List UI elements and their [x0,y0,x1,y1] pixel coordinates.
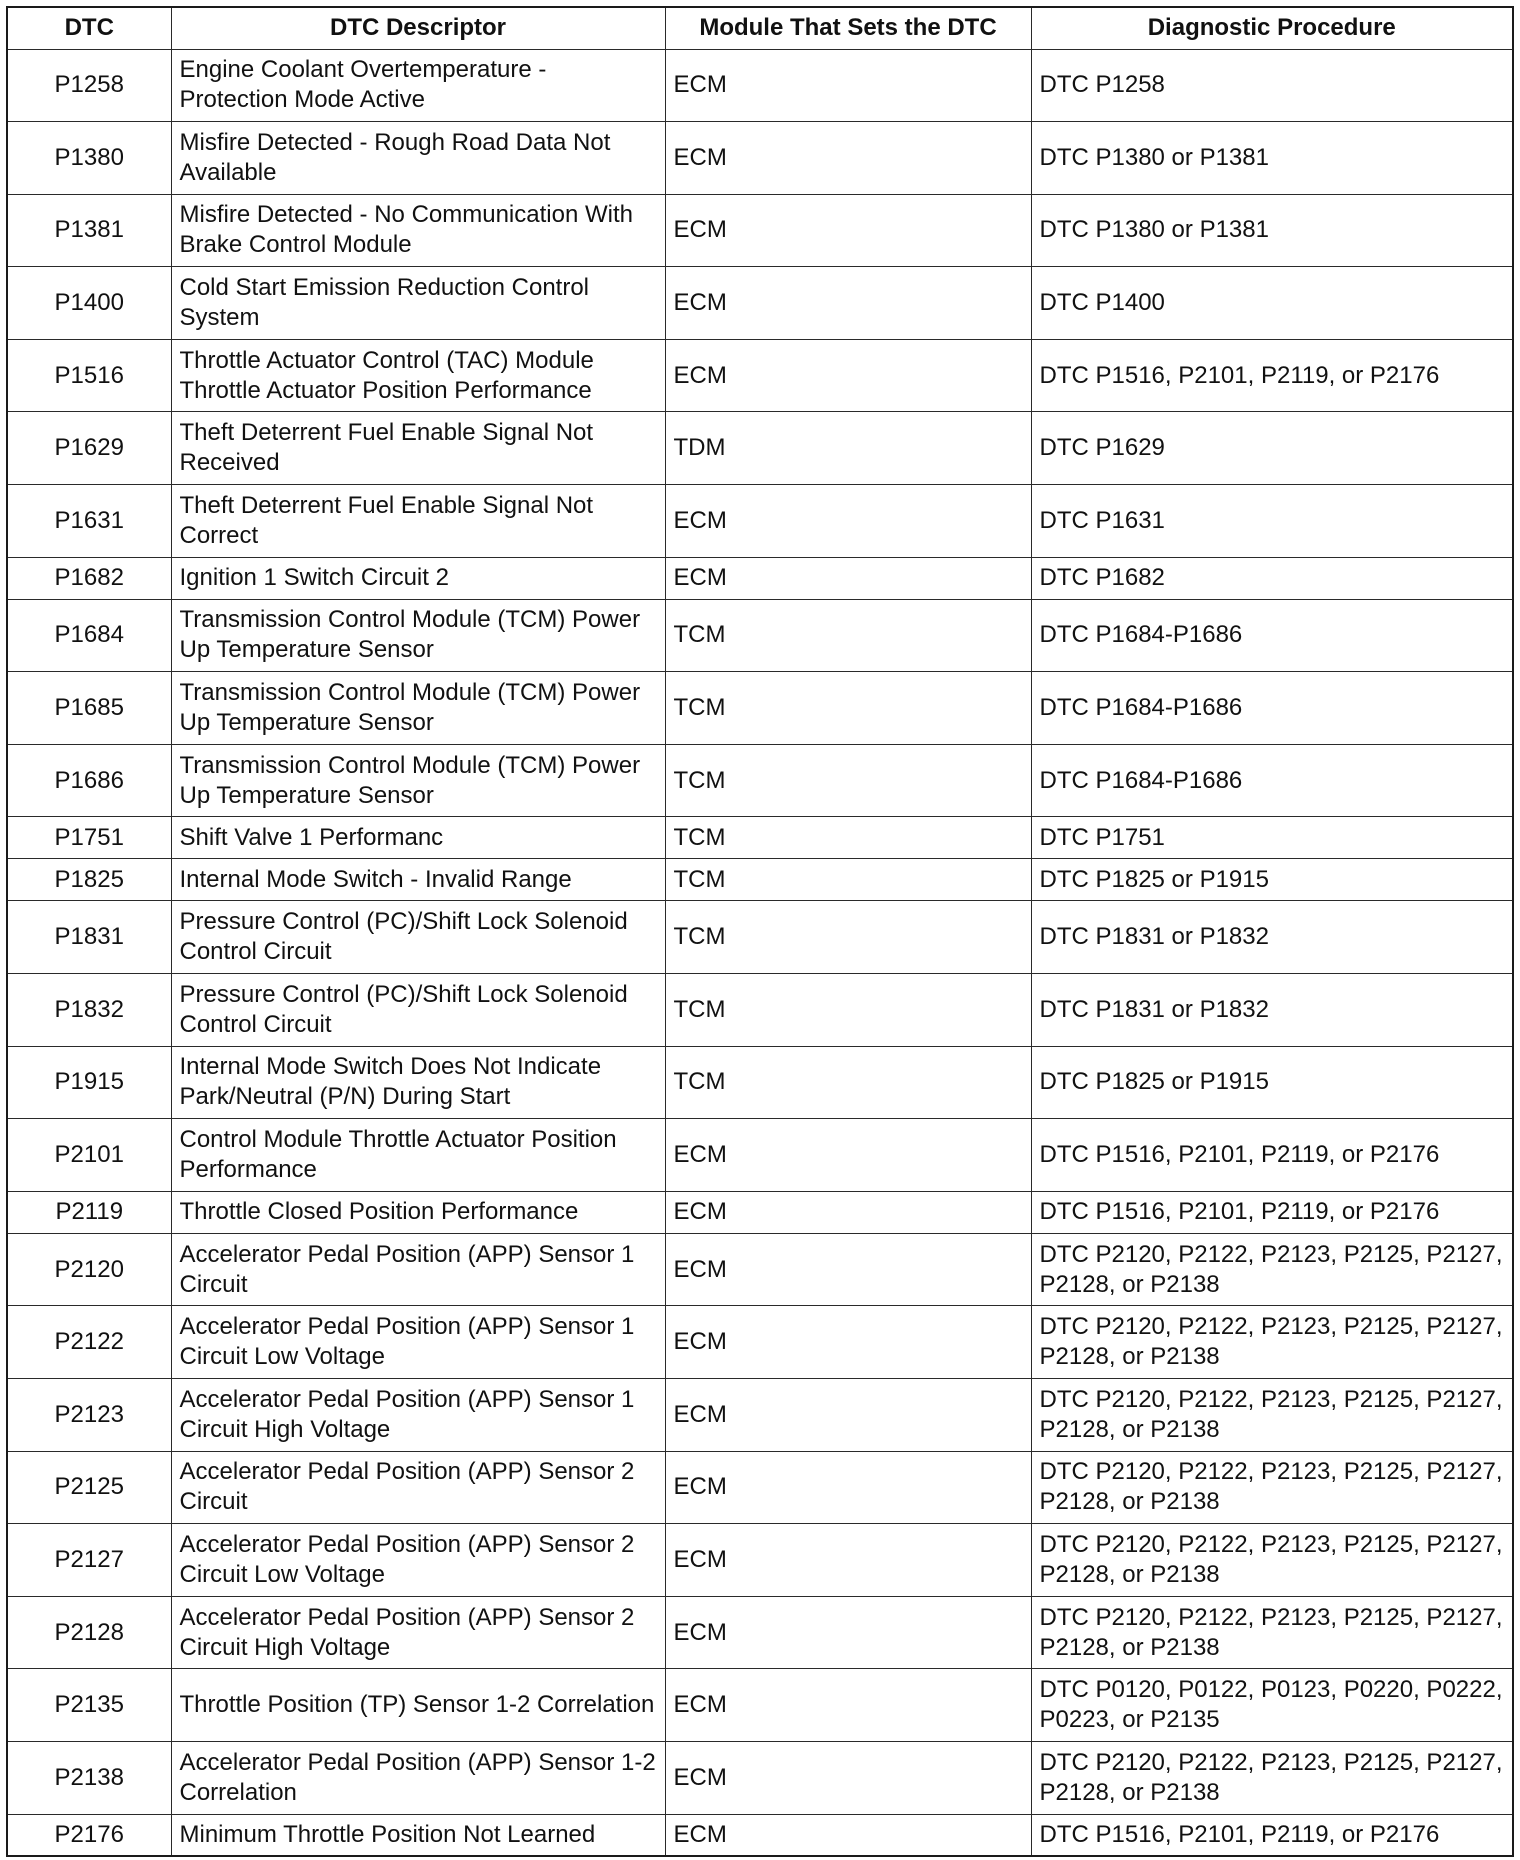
dtc-descriptor-cell: Cold Start Emission Reduction Control System [171,267,665,340]
diagnostic-procedure-cell: DTC P1516, P2101, P2119, or P2176 [1031,339,1513,412]
dtc-code-cell: P1258 [7,49,171,122]
table-row [7,339,1513,412]
dtc-code-cell: P2176 [7,1814,171,1856]
module-cell: ECM [665,1741,1031,1814]
dtc-code-cell: P2138 [7,1741,171,1814]
module-cell: ECM [665,1524,1031,1597]
module-cell: ECM [665,122,1031,195]
table-row [7,1596,1513,1669]
table-row [7,412,1513,485]
table-row [7,859,1513,901]
dtc-code-cell: P1629 [7,412,171,485]
dtc-descriptor-cell: Transmission Control Module (TCM) Power Up Temperature Sensor [171,599,665,672]
header-row [7,7,1513,49]
diagnostic-procedure-cell: DTC P1400 [1031,267,1513,340]
module-cell: ECM [665,1669,1031,1742]
diagnostic-procedure-cell: DTC P1831 or P1832 [1031,901,1513,974]
dtc-descriptor-cell: Shift Valve 1 Performanc [171,817,665,859]
dtc-descriptor-cell: Internal Mode Switch - Invalid Range [171,859,665,901]
dtc-descriptor-cell: Theft Deterrent Fuel Enable Signal Not Correct [171,485,665,558]
table-row [7,817,1513,859]
dtc-code-cell: P2122 [7,1306,171,1379]
module-cell: TCM [665,817,1031,859]
dtc-code-cell: P1685 [7,672,171,745]
module-cell: ECM [665,1191,1031,1233]
table-row [7,599,1513,672]
table-body [7,49,1513,1856]
dtc-descriptor-cell: Pressure Control (PC)/Shift Lock Solenoid Control Circuit [171,974,665,1047]
table-row [7,1524,1513,1597]
module-cell: ECM [665,1306,1031,1379]
dtc-descriptor-cell: Ignition 1 Switch Circuit 2 [171,557,665,599]
diagnostic-procedure-cell: DTC P2120, P2122, P2123, P2125, P2127, P2128, or P2138 [1031,1379,1513,1452]
dtc-descriptor-cell: Accelerator Pedal Position (APP) Sensor 2 Circuit High Voltage [171,1596,665,1669]
module-cell: ECM [665,1451,1031,1524]
module-cell: TCM [665,599,1031,672]
table-row [7,49,1513,122]
dtc-code-cell: P1381 [7,194,171,267]
table-row [7,1233,1513,1306]
dtc-code-cell: P1400 [7,267,171,340]
diagnostic-procedure-cell: DTC P2120, P2122, P2123, P2125, P2127, P2128, or P2138 [1031,1306,1513,1379]
table-row [7,672,1513,745]
dtc-descriptor-cell: Transmission Control Module (TCM) Power Up Temperature Sensor [171,744,665,817]
diagnostic-procedure-cell: DTC P2120, P2122, P2123, P2125, P2127, P2128, or P2138 [1031,1596,1513,1669]
header-dtc-descriptor: DTC Descriptor [171,7,665,49]
dtc-code-cell: P2120 [7,1233,171,1306]
diagnostic-procedure-cell: DTC P1516, P2101, P2119, or P2176 [1031,1119,1513,1192]
table-row [7,1119,1513,1192]
module-cell: TCM [665,974,1031,1047]
dtc-descriptor-cell: Accelerator Pedal Position (APP) Sensor 1 Circuit Low Voltage [171,1306,665,1379]
table-row [7,1191,1513,1233]
header-module: Module That Sets the DTC [665,7,1031,49]
table-row [7,1379,1513,1452]
dtc-descriptor-cell: Accelerator Pedal Position (APP) Sensor 2 Circuit [171,1451,665,1524]
module-cell: ECM [665,1379,1031,1452]
table-row [7,1046,1513,1119]
dtc-code-cell: P1631 [7,485,171,558]
diagnostic-procedure-cell: DTC P1682 [1031,557,1513,599]
table-row [7,1741,1513,1814]
dtc-descriptor-cell: Accelerator Pedal Position (APP) Sensor 1-2 Correlation [171,1741,665,1814]
table-row [7,557,1513,599]
dtc-code-cell: P1684 [7,599,171,672]
dtc-code-cell: P1380 [7,122,171,195]
dtc-descriptor-cell: Engine Coolant Overtemperature - Protection Mode Active [171,49,665,122]
dtc-code-cell: P2135 [7,1669,171,1742]
dtc-code-cell: P1825 [7,859,171,901]
header-diagnostic-procedure: Diagnostic Procedure [1031,7,1513,49]
dtc-code-cell: P1915 [7,1046,171,1119]
module-cell: TCM [665,901,1031,974]
diagnostic-procedure-cell: DTC P1380 or P1381 [1031,194,1513,267]
dtc-descriptor-cell: Theft Deterrent Fuel Enable Signal Not Received [171,412,665,485]
module-cell: ECM [665,49,1031,122]
dtc-table [6,6,1514,1857]
dtc-descriptor-cell: Pressure Control (PC)/Shift Lock Solenoid Control Circuit [171,901,665,974]
diagnostic-procedure-cell: DTC P1629 [1031,412,1513,485]
module-cell: ECM [665,267,1031,340]
dtc-code-cell: P1516 [7,339,171,412]
table-row [7,901,1513,974]
module-cell: ECM [665,194,1031,267]
dtc-descriptor-cell: Internal Mode Switch Does Not Indicate Park/Neutral (P/N) During Start [171,1046,665,1119]
module-cell: TCM [665,672,1031,745]
dtc-code-cell: P1751 [7,817,171,859]
dtc-code-cell: P2125 [7,1451,171,1524]
module-cell: ECM [665,339,1031,412]
dtc-code-cell: P2127 [7,1524,171,1597]
module-cell: TDM [665,412,1031,485]
diagnostic-procedure-cell: DTC P2120, P2122, P2123, P2125, P2127, P2128, or P2138 [1031,1524,1513,1597]
dtc-descriptor-cell: Accelerator Pedal Position (APP) Sensor 1 Circuit [171,1233,665,1306]
dtc-descriptor-cell: Control Module Throttle Actuator Position Performance [171,1119,665,1192]
module-cell: ECM [665,1233,1031,1306]
table-row [7,122,1513,195]
diagnostic-procedure-cell: DTC P2120, P2122, P2123, P2125, P2127, P2128, or P2138 [1031,1233,1513,1306]
module-cell: TCM [665,744,1031,817]
dtc-code-cell: P1686 [7,744,171,817]
diagnostic-procedure-cell: DTC P1825 or P1915 [1031,1046,1513,1119]
diagnostic-procedure-cell: DTC P2120, P2122, P2123, P2125, P2127, P2128, or P2138 [1031,1451,1513,1524]
diagnostic-procedure-cell: DTC P1684-P1686 [1031,672,1513,745]
dtc-code-cell: P2128 [7,1596,171,1669]
dtc-code-cell: P1831 [7,901,171,974]
table-row [7,974,1513,1047]
module-cell: ECM [665,1596,1031,1669]
table-row [7,1451,1513,1524]
module-cell: ECM [665,1814,1031,1856]
diagnostic-procedure-cell: DTC P1631 [1031,485,1513,558]
diagnostic-procedure-cell: DTC P1684-P1686 [1031,599,1513,672]
table-header [7,7,1513,49]
diagnostic-procedure-cell: DTC P1516, P2101, P2119, or P2176 [1031,1191,1513,1233]
dtc-descriptor-cell: Transmission Control Module (TCM) Power Up Temperature Sensor [171,672,665,745]
table-row [7,194,1513,267]
table-row [7,1306,1513,1379]
diagnostic-procedure-cell: DTC P1684-P1686 [1031,744,1513,817]
dtc-descriptor-cell: Accelerator Pedal Position (APP) Sensor 1 Circuit High Voltage [171,1379,665,1452]
dtc-code-cell: P1682 [7,557,171,599]
diagnostic-procedure-cell: DTC P1751 [1031,817,1513,859]
dtc-code-cell: P1832 [7,974,171,1047]
diagnostic-procedure-cell: DTC P1380 or P1381 [1031,122,1513,195]
table-row [7,485,1513,558]
table-row [7,267,1513,340]
diagnostic-procedure-cell: DTC P1516, P2101, P2119, or P2176 [1031,1814,1513,1856]
dtc-descriptor-cell: Minimum Throttle Position Not Learned [171,1814,665,1856]
module-cell: ECM [665,557,1031,599]
diagnostic-procedure-cell: DTC P2120, P2122, P2123, P2125, P2127, P2128, or P2138 [1031,1741,1513,1814]
table-row [7,744,1513,817]
table-row [7,1814,1513,1856]
module-cell: TCM [665,859,1031,901]
diagnostic-procedure-cell: DTC P1258 [1031,49,1513,122]
diagnostic-procedure-cell: DTC P1831 or P1832 [1031,974,1513,1047]
table-row [7,1669,1513,1742]
diagnostic-procedure-cell: DTC P1825 or P1915 [1031,859,1513,901]
module-cell: ECM [665,1119,1031,1192]
dtc-descriptor-cell: Throttle Actuator Control (TAC) Module Throttle Actuator Position Performance [171,339,665,412]
dtc-code-cell: P2101 [7,1119,171,1192]
dtc-descriptor-cell: Misfire Detected - No Communication With Brake Control Module [171,194,665,267]
dtc-descriptor-cell: Throttle Closed Position Performance [171,1191,665,1233]
dtc-descriptor-cell: Misfire Detected - Rough Road Data Not Available [171,122,665,195]
module-cell: TCM [665,1046,1031,1119]
dtc-code-cell: P2119 [7,1191,171,1233]
module-cell: ECM [665,485,1031,558]
dtc-descriptor-cell: Throttle Position (TP) Sensor 1-2 Correlation [171,1669,665,1742]
dtc-code-cell: P2123 [7,1379,171,1452]
diagnostic-procedure-cell: DTC P0120, P0122, P0123, P0220, P0222, P0223, or P2135 [1031,1669,1513,1742]
dtc-descriptor-cell: Accelerator Pedal Position (APP) Sensor 2 Circuit Low Voltage [171,1524,665,1597]
header-dtc: DTC [7,7,171,49]
